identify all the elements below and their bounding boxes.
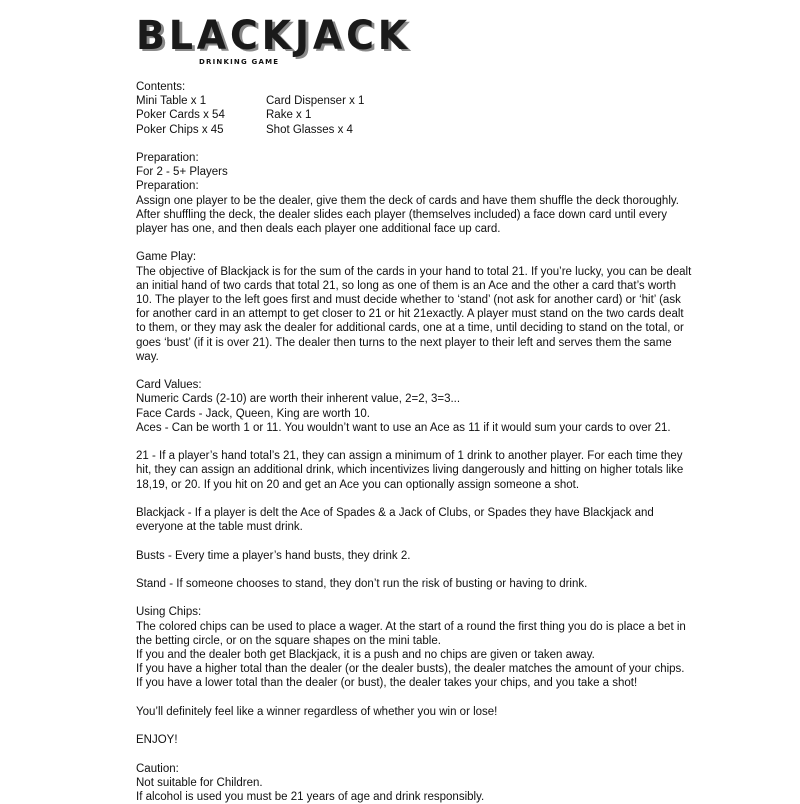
contents-item: Poker Chips x 45 (136, 123, 224, 136)
contents-heading: Contents: (136, 81, 186, 93)
instructions-text (136, 80, 692, 804)
contents-item: Shot Glasses x 4 (266, 123, 353, 136)
face-cards-rule: Face Cards - Jack, Queen, King are worth 10. (136, 407, 370, 420)
caution-line: If alcohol is used you must be 21 years of age and drink responsibly. (136, 790, 485, 803)
winner-note: You’ll definitely feel like a winner regardless of whether you win or lose! (136, 705, 498, 718)
instruction-sheet (136, 12, 692, 804)
numeric-cards-rule: Numeric Cards (2-10) are worth their inherent value, 2=2, 3=3... (136, 393, 461, 406)
logo-title: BLACKJACK (136, 13, 412, 59)
blackjack-logo (136, 12, 412, 72)
aces-rule: Aces - Can be worth 1 or 11. You wouldn’t want to use an Ace as 11 if it would sum your cards to over 21. (136, 421, 671, 434)
card-values-heading: Card Values: (136, 379, 202, 392)
gameplay-heading: Game Play: (136, 251, 197, 264)
chips-line: If you have a higher total than the dealer (or the dealer busts), the dealer matches the amount of your chips. (136, 663, 685, 676)
chips-line: If you and the dealer both get Blackjack, it is a push and no chips are given or taken away. (136, 649, 595, 661)
gameplay-body: The objective of Blackjack is for the sum of the cards in your hand to total 21. If you’re lucky, you can be dealt an initial hand of two cards that total 21, so long as one of them is an Ace and the other a card that’s worth 10. The player to the left goes first and must decide whether to ‘stand’ (not ask for another card) or ‘hit’ (ask for another card in an attempt to get closer to 21 or hit 21exactly. A player must stand on the two cards dealt to them, or they may ask the dealer for additional cards, one at a time, until deciding to stand on the total, or goes ‘bust’ (if it is over 21). The dealer then turns to the next player to their left and serves them the same way. (136, 265, 692, 363)
enjoy-note: ENJOY! (136, 734, 178, 747)
caution-line: Not suitable for Children. (136, 776, 263, 789)
logo-subtitle: DRINKING GAME (199, 58, 280, 66)
chips-line: The colored chips can be used to place a wager. At the start of a round the first thing you do is place a bet in the betting circle, or on the square shapes on the mini table. (136, 620, 686, 647)
contents-list (136, 94, 692, 137)
rule-21: 21 - If a player’s hand total’s 21, they can assign a minimum of 1 drink to another player. For each time they hit, they can assign an additional drink, which incentivizes living dangerously and hitting on higher totals like 18,19, or 20. If you hit on 20 and get an Ace you can optionally assign someone a shot. (136, 450, 684, 491)
rule-blackjack: Blackjack - If a player is delt the Ace of Spades & a Jack of Clubs, or Spades they have Blackjack and everyone at the table must drink. (136, 507, 654, 534)
player-count: For 2 - 5+ Players (136, 166, 228, 179)
contents-item: Poker Cards x 54 (136, 109, 225, 122)
chips-line: If you have a lower total than the dealer (or bust), the dealer takes your chips, and you take a shot! (136, 677, 638, 690)
contents-item: Mini Table x 1 (136, 95, 207, 108)
preparation-body: Assign one player to be the dealer, give them the deck of cards and have them shuffle the deck thoroughly. After shuffling the deck, the dealer slides each player (themselves included) a face down card until every player has one, and then deals each player one additional face up card. (136, 194, 679, 236)
rule-busts: Busts - Every time a player’s hand busts, they drink 2. (136, 549, 411, 562)
preparation-heading: Preparation: (136, 152, 199, 164)
rule-stand: Stand - If someone chooses to stand, they don’t run the risk of busting or having to drink. (136, 578, 588, 590)
chips-heading: Using Chips: (136, 606, 202, 619)
caution-heading: Caution: (136, 762, 179, 775)
contents-item: Rake x 1 (266, 109, 312, 122)
preparation-heading-2: Preparation: (136, 180, 199, 193)
contents-item: Card Dispenser x 1 (266, 95, 365, 108)
